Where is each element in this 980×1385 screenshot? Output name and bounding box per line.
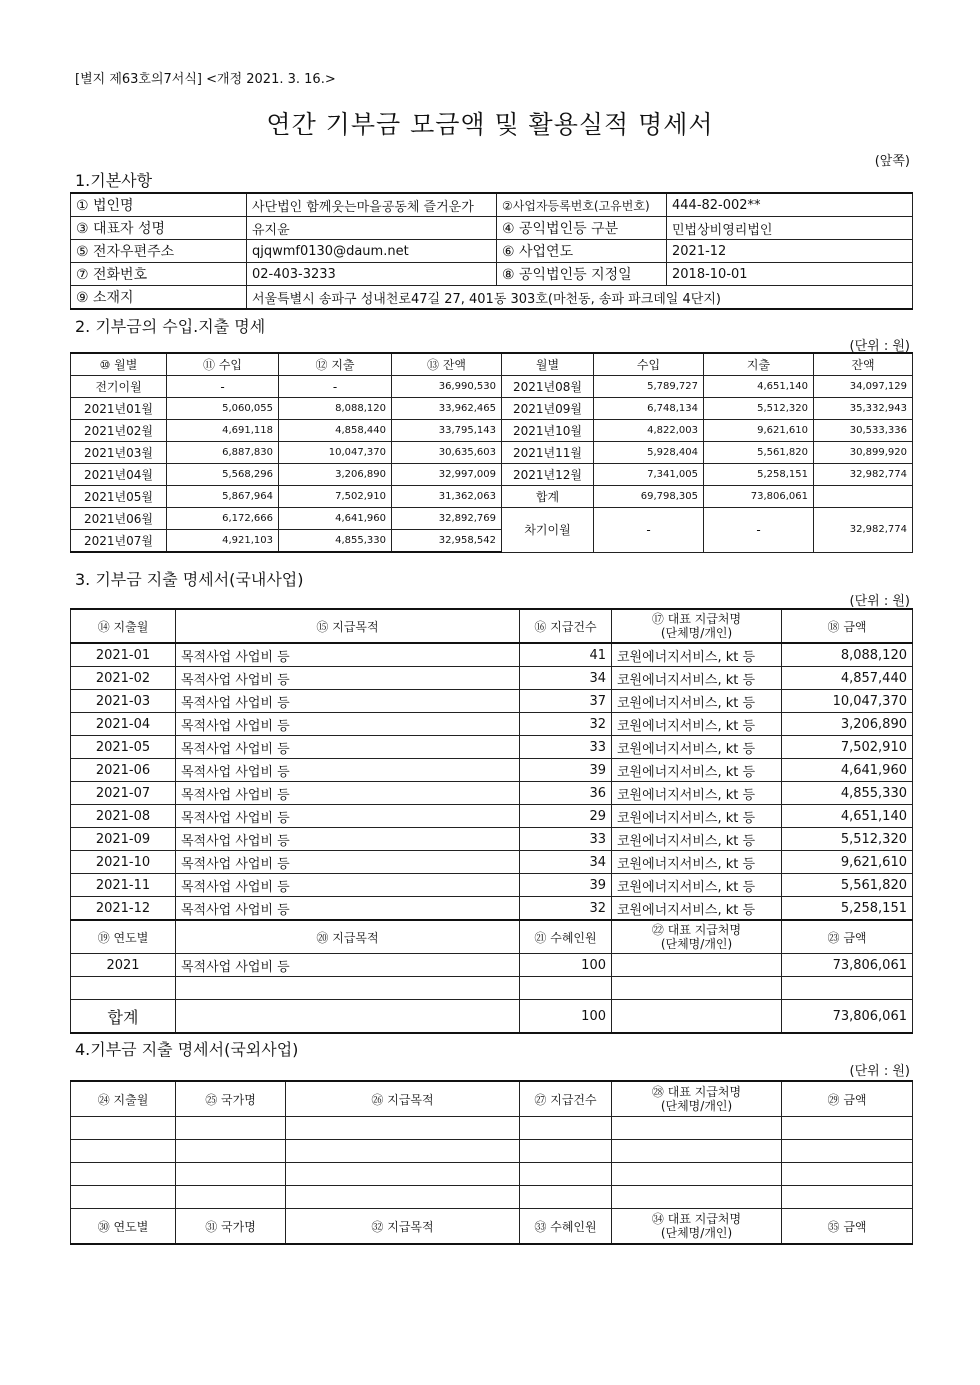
cell-purpose: 목적사업 사업비 등 [176, 851, 520, 874]
cell-expense-month: 2021-11 [71, 874, 176, 897]
cell-month: 2021년07월 [71, 530, 167, 553]
cell-purpose: 목적사업 사업비 등 [176, 667, 520, 690]
section-overseas-heading: 4.기부금 지출 명세서(국외사업) [75, 1040, 299, 1059]
cell-income: 5,867,964 [167, 486, 279, 508]
table-row [71, 398, 913, 420]
value-biz-number: 444-82-002** [667, 193, 913, 217]
cell-balance: 32,982,774 [814, 464, 913, 486]
header-recipient [612, 609, 782, 643]
table-row [71, 759, 913, 782]
cell-amount: 4,855,330 [782, 782, 913, 805]
basic-info-table [70, 192, 913, 310]
form-number: [별지 제63호의7서식] <개정 2021. 3. 16.> [75, 72, 336, 87]
cell-income: 6,887,830 [167, 442, 279, 464]
table-row [71, 286, 913, 310]
cell-empty [520, 1163, 612, 1186]
header-purpose: ㉖ 지급목적 [286, 1081, 520, 1117]
page-side-label: (앞쪽) [874, 154, 910, 169]
cell-purpose: 목적사업 사업비 등 [176, 874, 520, 897]
header-recipient-line2: (단체명/개인) [660, 1099, 733, 1113]
cell-empty [176, 977, 520, 1000]
cell-income: 4,822,003 [594, 420, 704, 442]
cell-balance: 36,990,530 [392, 376, 502, 398]
header-month-2: 월별 [502, 353, 594, 376]
cell-count: 32 [520, 713, 612, 736]
cell-expense-month: 2021-05 [71, 736, 176, 759]
cell-empty [286, 1163, 520, 1186]
domestic-expense-table [70, 608, 913, 1034]
cell-empty [612, 977, 782, 1000]
cell-recipient: 코원에너지서비스, kt 등 [612, 759, 782, 782]
cell-count: 32 [520, 897, 612, 921]
cell-amount: 73,806,061 [782, 954, 913, 977]
table-row [71, 713, 913, 736]
table-row [71, 240, 913, 263]
cell-month: 2021년06월 [71, 508, 167, 530]
table-row [71, 897, 913, 921]
cell-empty [176, 1000, 520, 1034]
cell-month: 2021년09월 [502, 398, 594, 420]
cell-income: 6,748,134 [594, 398, 704, 420]
cell-month: 전기이월 [71, 376, 167, 398]
overseas-expense-table [70, 1080, 913, 1245]
label-rep-name: ③ 대표자 성명 [71, 217, 247, 240]
table-row [71, 851, 913, 874]
cell-month: 2021년10월 [502, 420, 594, 442]
table-row [71, 376, 913, 398]
header-country: ㉛ 국가명 [176, 1209, 286, 1245]
header-income: ⑪ 수입 [167, 353, 279, 376]
cell-total-label: 합계 [71, 1000, 176, 1034]
cell-count: 36 [520, 782, 612, 805]
header-amount: ㉟ 금액 [782, 1209, 913, 1245]
cell-count: 34 [520, 667, 612, 690]
table-row [71, 667, 913, 690]
table-row [71, 442, 913, 464]
cell-empty [782, 1117, 913, 1140]
table-header-row [71, 1081, 913, 1117]
section-domestic-heading: 3. 기부금 지출 명세서(국내사업) [75, 570, 304, 589]
header-purpose: ⑳ 지급목적 [176, 920, 520, 954]
value-corp-type: 민법상비영리법인 [667, 217, 913, 240]
cell-carry-income: - [594, 508, 704, 553]
cell-empty [71, 1186, 176, 1209]
cell-count: 39 [520, 759, 612, 782]
header-recipient-line1: ㉒ 대표 지급처명 [651, 923, 742, 937]
cell-total-amount: 73,806,061 [782, 1000, 913, 1034]
table-row [71, 193, 913, 217]
cell-recipient: 코원에너지서비스, kt 등 [612, 874, 782, 897]
cell-empty [176, 1186, 286, 1209]
cell-recipient: 코원에너지서비스, kt 등 [612, 782, 782, 805]
cell-carry-expense: - [704, 508, 814, 553]
section-income-heading: 2. 기부금의 수입.지출 명세 [75, 317, 266, 336]
cell-expense: 8,088,120 [279, 398, 392, 420]
cell-empty [176, 1163, 286, 1186]
cell-expense: 7,502,910 [279, 486, 392, 508]
header-recipient-line2: (단체명/개인) [660, 937, 733, 951]
label-corp-type: ④ 공익법인등 구분 [497, 217, 667, 240]
header-count: ㉗ 지급건수 [520, 1081, 612, 1117]
label-biz-number: ②사업자등록번호(고유번호) [497, 193, 667, 217]
table-row [71, 1163, 913, 1186]
table-row [71, 1117, 913, 1140]
cell-expense-month: 2021-07 [71, 782, 176, 805]
cell-expense-month: 2021-01 [71, 643, 176, 667]
cell-purpose: 목적사업 사업비 등 [176, 713, 520, 736]
header-amount: ㉙ 금액 [782, 1081, 913, 1117]
cell-empty [71, 977, 176, 1000]
header-recipient-line2: (단체명/개인) [660, 626, 733, 640]
cell-empty [176, 1140, 286, 1163]
table-header-row [71, 609, 913, 643]
income-expense-table [70, 352, 913, 553]
cell-month: 2021년04월 [71, 464, 167, 486]
cell-expense: - [279, 376, 392, 398]
cell-month: 2021년08월 [502, 376, 594, 398]
cell-beneficiaries: 100 [520, 954, 612, 977]
cell-expense: 4,641,960 [279, 508, 392, 530]
header-amount: ⑱ 금액 [782, 609, 913, 643]
table-row [71, 1186, 913, 1209]
table-row [71, 782, 913, 805]
cell-purpose: 목적사업 사업비 등 [176, 759, 520, 782]
page-title: 연간 기부금 모금액 및 활용실적 명세서 [266, 110, 714, 139]
cell-balance: 33,795,143 [392, 420, 502, 442]
cell-empty [520, 1140, 612, 1163]
cell-empty [612, 1163, 782, 1186]
header-income-2: 수입 [594, 353, 704, 376]
cell-recipient: 코원에너지서비스, kt 등 [612, 805, 782, 828]
cell-income: 5,568,296 [167, 464, 279, 486]
cell-expense: 4,855,330 [279, 530, 392, 553]
header-recipient [612, 920, 782, 954]
value-designation-date: 2018-10-01 [667, 263, 913, 286]
table-header-row [71, 920, 913, 954]
cell-purpose: 목적사업 사업비 등 [176, 736, 520, 759]
table-row [71, 217, 913, 240]
cell-empty [286, 1140, 520, 1163]
cell-expense-month: 2021-02 [71, 667, 176, 690]
cell-empty [612, 1186, 782, 1209]
cell-expense-month: 2021-09 [71, 828, 176, 851]
total-row [71, 1000, 913, 1034]
cell-empty [782, 977, 913, 1000]
cell-income: 5,928,404 [594, 442, 704, 464]
cell-total-label: 합계 [502, 486, 594, 508]
header-year: ⑲ 연도별 [71, 920, 176, 954]
cell-income: 5,060,055 [167, 398, 279, 420]
header-recipient-line2: (단체명/개인) [660, 1226, 733, 1240]
value-fiscal-year: 2021-12 [667, 240, 913, 263]
cell-balance: 30,899,920 [814, 442, 913, 464]
cell-amount: 8,088,120 [782, 643, 913, 667]
label-address: ⑨ 소재지 [71, 286, 247, 310]
cell-recipient: 코원에너지서비스, kt 등 [612, 713, 782, 736]
cell-recipient: 코원에너지서비스, kt 등 [612, 643, 782, 667]
cell-balance: 33,962,465 [392, 398, 502, 420]
cell-empty [286, 1117, 520, 1140]
header-recipient-line1: ㉘ 대표 지급처명 [651, 1085, 742, 1099]
table-row [71, 977, 913, 1000]
header-recipient-line1: ㉞ 대표 지급처명 [651, 1212, 742, 1226]
cell-income: 7,341,005 [594, 464, 704, 486]
cell-expense-month: 2021-10 [71, 851, 176, 874]
cell-amount: 7,502,910 [782, 736, 913, 759]
unit-label: (단위 : 원) [849, 339, 910, 354]
header-expense-month: ⑭ 지출월 [71, 609, 176, 643]
label-phone: ⑦ 전화번호 [71, 263, 247, 286]
table-row [71, 1140, 913, 1163]
cell-empty [520, 977, 612, 1000]
label-fiscal-year: ⑥ 사업연도 [497, 240, 667, 263]
cell-empty [612, 1117, 782, 1140]
cell-recipient: 코원에너지서비스, kt 등 [612, 667, 782, 690]
cell-recipient: 코원에너지서비스, kt 등 [612, 690, 782, 713]
cell-purpose: 목적사업 사업비 등 [176, 828, 520, 851]
cell-month: 2021년05월 [71, 486, 167, 508]
cell-expense: 4,651,140 [704, 376, 814, 398]
cell-empty [71, 1163, 176, 1186]
header-year: ㉚ 연도별 [71, 1209, 176, 1245]
cell-recipient [612, 954, 782, 977]
cell-amount: 9,621,610 [782, 851, 913, 874]
cell-recipient: 코원에너지서비스, kt 등 [612, 828, 782, 851]
value-email: qjqwmf0130@daum.net [247, 240, 497, 263]
cell-expense: 4,858,440 [279, 420, 392, 442]
cell-empty [782, 1163, 913, 1186]
cell-amount: 4,641,960 [782, 759, 913, 782]
cell-expense-month: 2021-06 [71, 759, 176, 782]
header-recipient [612, 1081, 782, 1117]
cell-count: 39 [520, 874, 612, 897]
table-row [71, 508, 913, 530]
table-row [71, 263, 913, 286]
cell-month: 2021년12월 [502, 464, 594, 486]
cell-purpose: 목적사업 사업비 등 [176, 690, 520, 713]
cell-income: 4,921,103 [167, 530, 279, 553]
header-expense-month: ㉔ 지출월 [71, 1081, 176, 1117]
cell-amount: 4,857,440 [782, 667, 913, 690]
cell-empty [71, 1140, 176, 1163]
header-expense-2: 지출 [704, 353, 814, 376]
cell-balance: 30,635,603 [392, 442, 502, 464]
cell-carry-balance: 32,982,774 [814, 508, 913, 553]
table-row [71, 690, 913, 713]
header-balance: ⑬ 잔액 [392, 353, 502, 376]
cell-expense: 5,258,151 [704, 464, 814, 486]
cell-empty [520, 1117, 612, 1140]
header-beneficiaries: ㉑ 수혜인원 [520, 920, 612, 954]
value-address: 서울특별시 송파구 성내천로47길 27, 401동 303호(마천동, 송파 파크데일 4단지) [247, 286, 913, 310]
header-country: ㉕ 국가명 [176, 1081, 286, 1117]
unit-label: (단위 : 원) [849, 1064, 910, 1079]
table-header-row [71, 353, 913, 376]
cell-empty [782, 1186, 913, 1209]
table-row [71, 464, 913, 486]
cell-month: 2021년11월 [502, 442, 594, 464]
table-row [71, 874, 913, 897]
header-balance-2: 잔액 [814, 353, 913, 376]
cell-empty [782, 1140, 913, 1163]
cell-amount: 3,206,890 [782, 713, 913, 736]
cell-balance: 32,997,009 [392, 464, 502, 486]
label-designation-date: ⑧ 공익법인등 지정일 [497, 263, 667, 286]
header-recipient-line1: ⑰ 대표 지급처명 [651, 612, 742, 626]
cell-recipient: 코원에너지서비스, kt 등 [612, 736, 782, 759]
cell-purpose: 목적사업 사업비 등 [176, 954, 520, 977]
header-purpose: ⑮ 지급목적 [176, 609, 520, 643]
cell-month: 2021년01월 [71, 398, 167, 420]
cell-count: 41 [520, 643, 612, 667]
cell-income: 5,789,727 [594, 376, 704, 398]
cell-expense-month: 2021-08 [71, 805, 176, 828]
cell-expense-month: 2021-12 [71, 897, 176, 921]
cell-total-balance [814, 486, 913, 508]
cell-total-expense: 73,806,061 [704, 486, 814, 508]
cell-amount: 5,512,320 [782, 828, 913, 851]
header-recipient [612, 1209, 782, 1245]
cell-purpose: 목적사업 사업비 등 [176, 643, 520, 667]
cell-balance: 30,533,336 [814, 420, 913, 442]
table-header-row [71, 1209, 913, 1245]
cell-income: 6,172,666 [167, 508, 279, 530]
cell-count: 29 [520, 805, 612, 828]
cell-empty [176, 1117, 286, 1140]
header-expense: ⑫ 지출 [279, 353, 392, 376]
label-email: ⑤ 전자우편주소 [71, 240, 247, 263]
cell-month: 2021년03월 [71, 442, 167, 464]
label-corp-name: ① 법인명 [71, 193, 247, 217]
cell-amount: 5,258,151 [782, 897, 913, 921]
cell-empty [520, 1186, 612, 1209]
cell-purpose: 목적사업 사업비 등 [176, 782, 520, 805]
value-phone: 02-403-3233 [247, 263, 497, 286]
cell-expense: 5,561,820 [704, 442, 814, 464]
unit-label: (단위 : 원) [849, 594, 910, 609]
cell-recipient: 코원에너지서비스, kt 등 [612, 897, 782, 921]
cell-amount: 4,651,140 [782, 805, 913, 828]
cell-count: 33 [520, 736, 612, 759]
cell-expense: 3,206,890 [279, 464, 392, 486]
cell-expense: 10,047,370 [279, 442, 392, 464]
value-corp-name: 사단법인 함께웃는마을공동체 즐거운가 [247, 193, 497, 217]
cell-amount: 5,561,820 [782, 874, 913, 897]
cell-expense-month: 2021-03 [71, 690, 176, 713]
table-row [71, 420, 913, 442]
cell-income: 4,691,118 [167, 420, 279, 442]
cell-total-count: 100 [520, 1000, 612, 1034]
table-row [71, 486, 913, 508]
cell-count: 37 [520, 690, 612, 713]
cell-empty [71, 1117, 176, 1140]
table-row [71, 954, 913, 977]
cell-month: 2021년02월 [71, 420, 167, 442]
cell-expense-month: 2021-04 [71, 713, 176, 736]
header-purpose: ㉜ 지급목적 [286, 1209, 520, 1245]
section-basic-heading: 1.기본사항 [75, 171, 153, 190]
cell-expense: 9,621,610 [704, 420, 814, 442]
cell-empty [612, 1140, 782, 1163]
cell-balance: 35,332,943 [814, 398, 913, 420]
header-count: ⑯ 지급건수 [520, 609, 612, 643]
cell-amount: 10,047,370 [782, 690, 913, 713]
header-beneficiaries: ㉝ 수혜인원 [520, 1209, 612, 1245]
table-row [71, 828, 913, 851]
cell-balance: 32,958,542 [392, 530, 502, 553]
cell-empty [286, 1186, 520, 1209]
header-month: ⑩ 월별 [71, 353, 167, 376]
value-rep-name: 유지윤 [247, 217, 497, 240]
table-row [71, 736, 913, 759]
cell-count: 33 [520, 828, 612, 851]
cell-purpose: 목적사업 사업비 등 [176, 805, 520, 828]
cell-balance: 32,892,769 [392, 508, 502, 530]
table-row [71, 805, 913, 828]
cell-income: - [167, 376, 279, 398]
cell-year: 2021 [71, 954, 176, 977]
cell-recipient: 코원에너지서비스, kt 등 [612, 851, 782, 874]
cell-balance: 31,362,063 [392, 486, 502, 508]
cell-carry-label: 차기이월 [502, 508, 594, 553]
table-row [71, 643, 913, 667]
cell-empty [612, 1000, 782, 1034]
cell-total-income: 69,798,305 [594, 486, 704, 508]
cell-expense: 5,512,320 [704, 398, 814, 420]
header-amount: ㉓ 금액 [782, 920, 913, 954]
cell-balance: 34,097,129 [814, 376, 913, 398]
cell-purpose: 목적사업 사업비 등 [176, 897, 520, 921]
cell-count: 34 [520, 851, 612, 874]
